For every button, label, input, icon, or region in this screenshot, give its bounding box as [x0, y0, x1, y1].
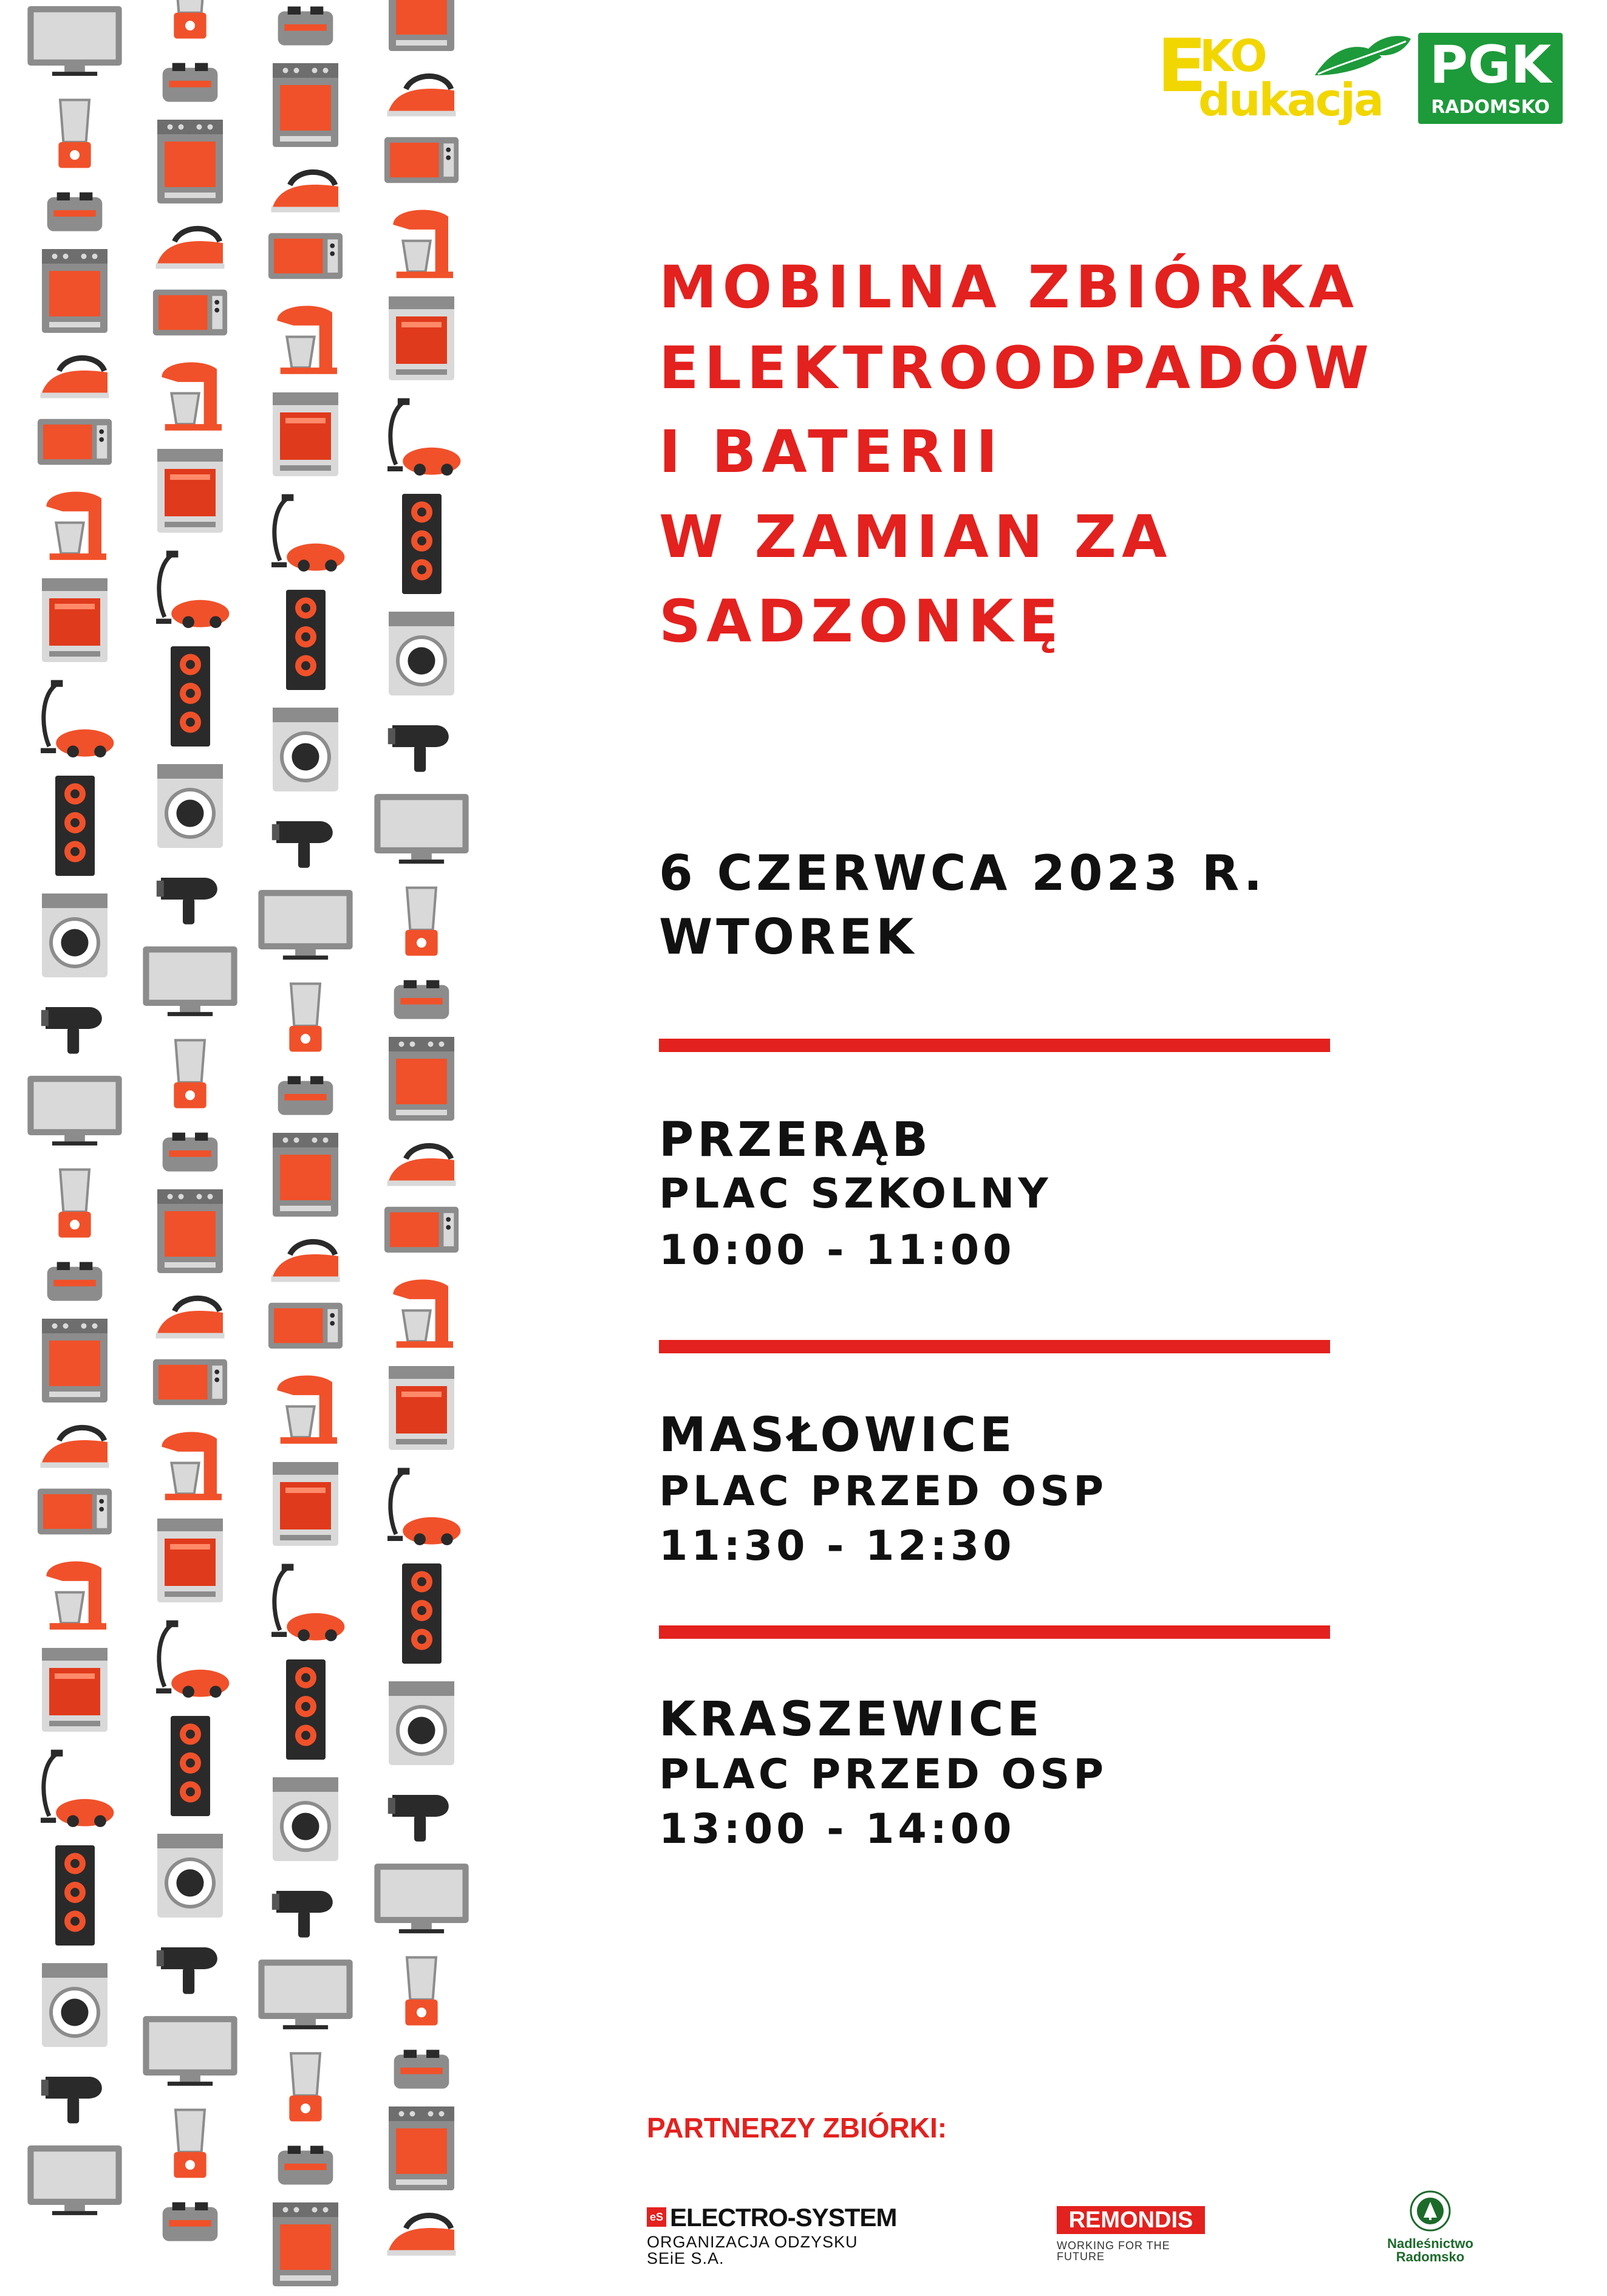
microwave-icon [35, 1483, 114, 1540]
title-line-1: MOBILNA ZBIÓRKA [659, 253, 1359, 321]
tv-icon [254, 1953, 357, 2035]
oven-icon [385, 1033, 458, 1124]
title-line-3: I BATERII [659, 418, 1003, 486]
stove-icon [154, 1515, 227, 1606]
divider-3 [659, 1625, 1330, 1639]
toaster-icon [272, 2139, 339, 2188]
remondis-name: REMONDIS [1057, 2206, 1205, 2234]
blender-icon [281, 2046, 330, 2128]
tv-icon [23, 2139, 126, 2221]
event-date: 6 CZERWCA 2023 R. [659, 845, 1266, 901]
partners-heading: PARTNERZY ZBIÓRKI: [647, 2112, 947, 2144]
iron-icon [266, 1231, 345, 1286]
iron-icon [151, 218, 230, 273]
speaker-icon [283, 1656, 329, 1763]
washing-machine-icon [38, 890, 111, 981]
mixer-icon [269, 296, 342, 378]
toaster-icon [272, 0, 339, 49]
logo-edukacja-text: dukacja [1198, 74, 1382, 126]
hair-dryer-icon [269, 1876, 342, 1942]
stop-1-time: 10:00 - 11:00 [659, 1226, 1015, 1274]
mixer-icon [385, 200, 458, 282]
stop-3-place: PLAC PRZED OSP [659, 1751, 1108, 1799]
hair-dryer-icon [385, 1780, 458, 1847]
vacuum-cleaner-icon [32, 677, 117, 762]
blender-icon [166, 0, 214, 46]
nadlesnictwo-logo [1351, 2190, 1509, 2264]
electro-system-subtitle: ORGANIZACJA ODZYSKU SEiE S.A. [647, 2233, 858, 2267]
blender-icon [50, 93, 99, 175]
washing-machine-icon [269, 704, 342, 795]
hair-dryer-icon [38, 2062, 111, 2128]
washing-machine-icon [269, 1774, 342, 1865]
microwave-icon [35, 413, 114, 471]
appliance-pattern [17, 0, 480, 2296]
nadlesnictwo-name: Nadleśnictwo Radomsko [1387, 2236, 1473, 2264]
tv-icon [23, 1070, 126, 1152]
speaker-icon [399, 1560, 445, 1667]
oven-icon [385, 0, 458, 55]
washing-machine-icon [154, 760, 227, 852]
stop-2-time: 11:30 - 12:30 [659, 1522, 1015, 1570]
speaker-icon [52, 1842, 98, 1949]
title-line-4: W ZAMIAN ZA [659, 503, 1173, 571]
tv-icon [370, 788, 473, 870]
vacuum-cleaner-icon [263, 491, 348, 576]
speaker-icon [399, 491, 445, 597]
mixer-icon [38, 482, 111, 564]
toaster-icon [388, 974, 455, 1022]
toaster-icon [272, 1070, 339, 1118]
washing-machine-icon [385, 1678, 458, 1769]
vacuum-cleaner-icon [148, 547, 233, 632]
iron-icon [266, 162, 345, 216]
electro-system-icon: eS [647, 2207, 666, 2227]
microwave-icon [266, 1297, 345, 1355]
iron-icon [382, 1135, 461, 1190]
oven-icon [269, 60, 342, 151]
stop-3-town: KRASZEWICE [659, 1692, 1043, 1747]
mixer-icon [269, 1365, 342, 1447]
mixer-icon [154, 352, 227, 434]
stove-icon [154, 445, 227, 536]
stove-icon [385, 1362, 458, 1454]
vacuum-cleaner-icon [379, 395, 464, 480]
stop-3-time: 13:00 - 14:00 [659, 1805, 1015, 1853]
iron-icon [382, 2205, 461, 2260]
divider-1 [659, 1039, 1330, 1052]
vacuum-cleaner-icon [148, 1617, 233, 1702]
speaker-icon [168, 643, 213, 750]
tv-icon [23, 0, 126, 82]
stop-2-town: MASŁOWICE [659, 1408, 1016, 1463]
blender-icon [166, 1033, 214, 1115]
remondis-tagline: WORKING FOR THE FUTURE [1057, 2240, 1170, 2263]
toaster-icon [388, 2043, 455, 2092]
ekoedukacja-pgk-logo [1157, 24, 1564, 128]
stove-icon [269, 389, 342, 480]
iron-icon [35, 347, 114, 402]
toaster-icon [41, 186, 108, 234]
pgk-badge [1418, 33, 1563, 124]
oven-icon [38, 1315, 111, 1406]
speaker-icon [52, 773, 98, 879]
remondis-logo [1057, 2206, 1215, 2263]
stop-1-place: PLAC SZKOLNY [659, 1170, 1052, 1218]
tv-icon [138, 2010, 242, 2092]
mixer-icon [385, 1269, 458, 1351]
hair-dryer-icon [38, 992, 111, 1059]
speaker-icon [168, 1713, 213, 1819]
iron-icon [35, 1417, 114, 1472]
hair-dryer-icon [269, 806, 342, 873]
stop-1-town: PRZERĄB [659, 1113, 932, 1167]
electro-system-logo [647, 2203, 902, 2267]
stove-icon [385, 293, 458, 384]
electro-system-name: ELECTRO-SYSTEM [670, 2203, 897, 2232]
toaster-icon [157, 1126, 223, 1175]
oven-icon [269, 1129, 342, 1220]
blender-icon [397, 1950, 446, 2032]
divider-2 [659, 1340, 1330, 1353]
blender-icon [166, 2103, 214, 2185]
hair-dryer-icon [154, 1932, 227, 1999]
vacuum-cleaner-icon [263, 1560, 348, 1645]
microwave-icon [151, 1353, 230, 1411]
toaster-icon [157, 56, 223, 105]
blender-icon [50, 1163, 99, 1245]
pgk-text: PGK [1429, 35, 1552, 95]
pgk-radomsko-text: RADOMSKO [1431, 97, 1550, 118]
mixer-icon [154, 1422, 227, 1504]
oven-icon [38, 245, 111, 337]
oven-icon [269, 2199, 342, 2290]
washing-machine-icon [385, 608, 458, 699]
tv-icon [370, 1857, 473, 1939]
logo-eko-e: E [1157, 24, 1207, 109]
stop-2-place: PLAC PRZED OSP [659, 1467, 1108, 1515]
oven-icon [154, 116, 227, 207]
stove-icon [269, 1458, 342, 1549]
microwave-icon [266, 227, 345, 285]
vacuum-cleaner-icon [32, 1746, 117, 1831]
leaf-icon [1309, 33, 1412, 87]
oven-icon [154, 1186, 227, 1277]
toaster-icon [157, 2196, 223, 2244]
hair-dryer-icon [385, 710, 458, 777]
tv-icon [254, 884, 357, 966]
microwave-icon [382, 131, 461, 189]
logo-eko-text: KO [1199, 30, 1266, 81]
toaster-icon [41, 1256, 108, 1304]
vacuum-cleaner-icon [379, 1464, 464, 1549]
stove-icon [38, 1644, 111, 1735]
washing-machine-icon [154, 1830, 227, 1921]
forest-emblem-icon [1409, 2190, 1452, 2232]
blender-icon [281, 977, 330, 1059]
speaker-icon [283, 587, 329, 693]
oven-icon [385, 2103, 458, 2194]
hair-dryer-icon [154, 863, 227, 929]
blender-icon [397, 881, 446, 963]
title-line-2: ELEKTROODPADÓW [659, 334, 1375, 402]
iron-icon [151, 1288, 230, 1342]
microwave-icon [151, 284, 230, 341]
event-weekday: WTOREK [659, 909, 918, 965]
tv-icon [138, 940, 242, 1022]
washing-machine-icon [38, 1959, 111, 2051]
mixer-icon [38, 1551, 111, 1633]
title-line-5: SADZONKĘ [659, 587, 1064, 655]
stove-icon [38, 575, 111, 666]
microwave-icon [382, 1201, 461, 1259]
iron-icon [382, 66, 461, 120]
